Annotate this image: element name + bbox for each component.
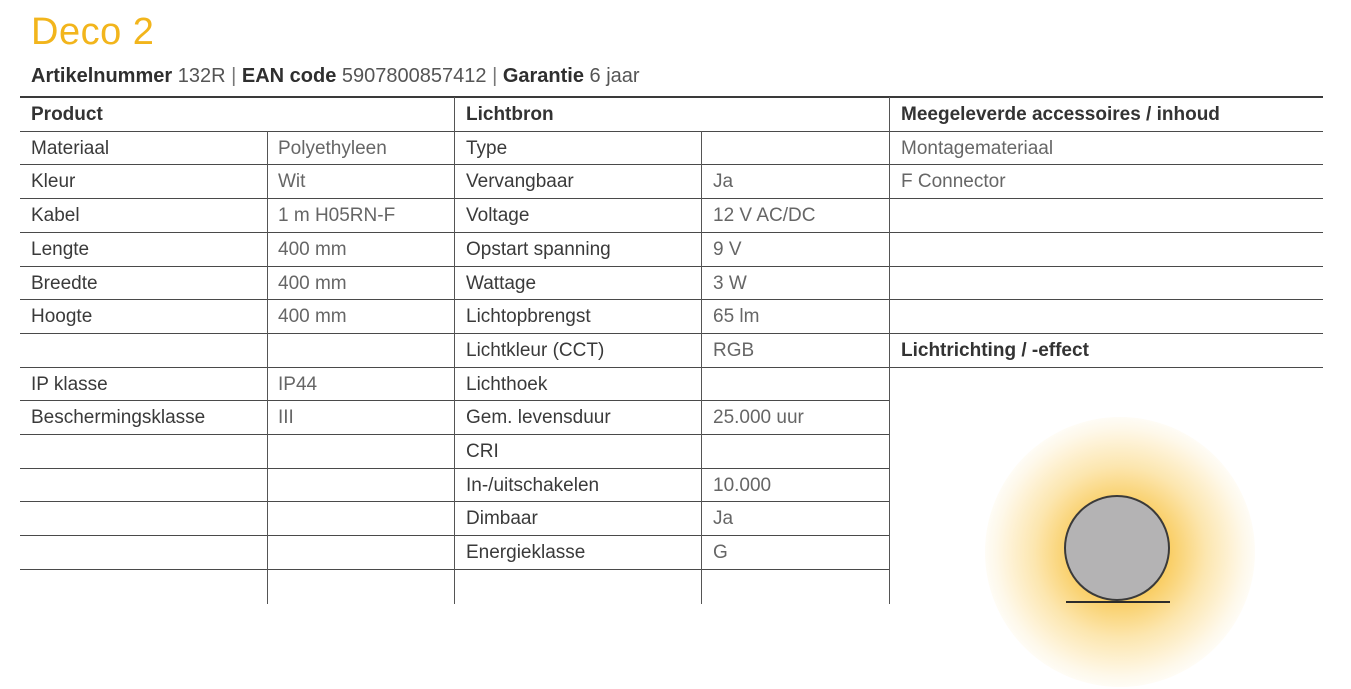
lichtrichting-header: Lichtrichting / -effect	[901, 340, 1089, 361]
row-divider	[20, 198, 1323, 199]
page-title: Deco 2	[31, 11, 155, 53]
product-row-value: 400 mm	[278, 273, 347, 294]
product-row-value: 1 m H05RN-F	[278, 205, 396, 226]
lichtbron-row-value: RGB	[713, 340, 755, 361]
ean-label: EAN code	[241, 65, 337, 87]
lichtbron-row-label: Energieklasse	[466, 542, 586, 563]
product-row-value: 400 mm	[278, 239, 347, 260]
lichtbron-row-label: Type	[466, 138, 508, 159]
lichtbron-row-label: Dimbaar	[466, 508, 538, 529]
lichtbron-row-label: Gem. levensduur	[466, 407, 611, 428]
product-row-label: Breedte	[31, 273, 98, 294]
table-top-border	[20, 96, 1323, 98]
lichtbron-row-label: Lichthoek	[466, 374, 548, 395]
product-header: Product	[31, 104, 103, 125]
lichtbron-header: Lichtbron	[466, 104, 554, 125]
product-row-value: III	[278, 407, 294, 428]
garantie-label: Garantie	[502, 65, 584, 87]
row-divider	[20, 299, 1323, 300]
row-divider	[20, 131, 1323, 132]
row-divider	[20, 164, 1323, 165]
lichtbron-row-label: Opstart spanning	[466, 239, 611, 260]
lichtbron-row-label: CRI	[466, 441, 499, 462]
product-row-label: IP klasse	[31, 374, 108, 395]
accessoire-item: Montagemateriaal	[901, 138, 1054, 159]
lichtbron-row-label: Vervangbaar	[466, 171, 574, 192]
lichtbron-row-value: 25.000 uur	[713, 407, 804, 428]
separator: |	[492, 65, 498, 87]
lichtbron-row-value: 65 lm	[713, 306, 760, 327]
artikel-label: Artikelnummer	[31, 65, 173, 87]
lichtbron-row-label: Wattage	[466, 273, 537, 294]
accessoire-item: F Connector	[901, 171, 1006, 192]
lichtbron-row-label: Lichtopbrengst	[466, 306, 591, 327]
product-row-value: Wit	[278, 171, 306, 192]
column-divider	[454, 97, 455, 604]
lichtbron-row-value: G	[713, 542, 728, 563]
product-row-label: Lengte	[31, 239, 90, 260]
product-row-label: Beschermingsklasse	[31, 407, 206, 428]
row-divider	[20, 333, 1323, 334]
lichtbron-row-value: Ja	[713, 171, 734, 192]
lichtbron-row-value: 9 V	[713, 239, 742, 260]
lichtbron-row-value: 10.000	[713, 475, 772, 496]
row-divider	[20, 232, 1323, 233]
lichtbron-row-label: Voltage	[466, 205, 530, 226]
lichtbron-row-value: Ja	[713, 508, 734, 529]
lichtbron-row-label: In-/uitschakelen	[466, 475, 600, 496]
ean-value: 5907800857412	[341, 65, 487, 87]
article-info	[31, 63, 640, 89]
product-row-value: IP44	[278, 374, 318, 395]
product-row-label: Materiaal	[31, 138, 110, 159]
row-divider	[20, 367, 1323, 368]
lichtbron-row-value: 3 W	[713, 273, 747, 294]
separator: |	[231, 65, 237, 87]
lichtbron-row-value: 12 V AC/DC	[713, 205, 816, 226]
lichtbron-row-label: Lichtkleur (CCT)	[466, 340, 605, 361]
product-row-label: Hoogte	[31, 306, 93, 327]
garantie-value: 6 jaar	[589, 65, 640, 87]
column-divider	[267, 131, 268, 604]
product-row-label: Kleur	[31, 171, 76, 192]
ground-line	[1066, 601, 1170, 603]
column-divider	[889, 97, 890, 604]
sphere-lamp-icon	[1064, 495, 1170, 601]
row-divider	[20, 266, 1323, 267]
column-divider	[701, 131, 702, 604]
product-row-value: Polyethyleen	[278, 138, 387, 159]
product-row-label: Kabel	[31, 205, 80, 226]
artikel-value: 132R	[177, 65, 226, 87]
accessoires-header: Meegeleverde accessoires / inhoud	[901, 104, 1220, 125]
product-row-value: 400 mm	[278, 306, 347, 327]
